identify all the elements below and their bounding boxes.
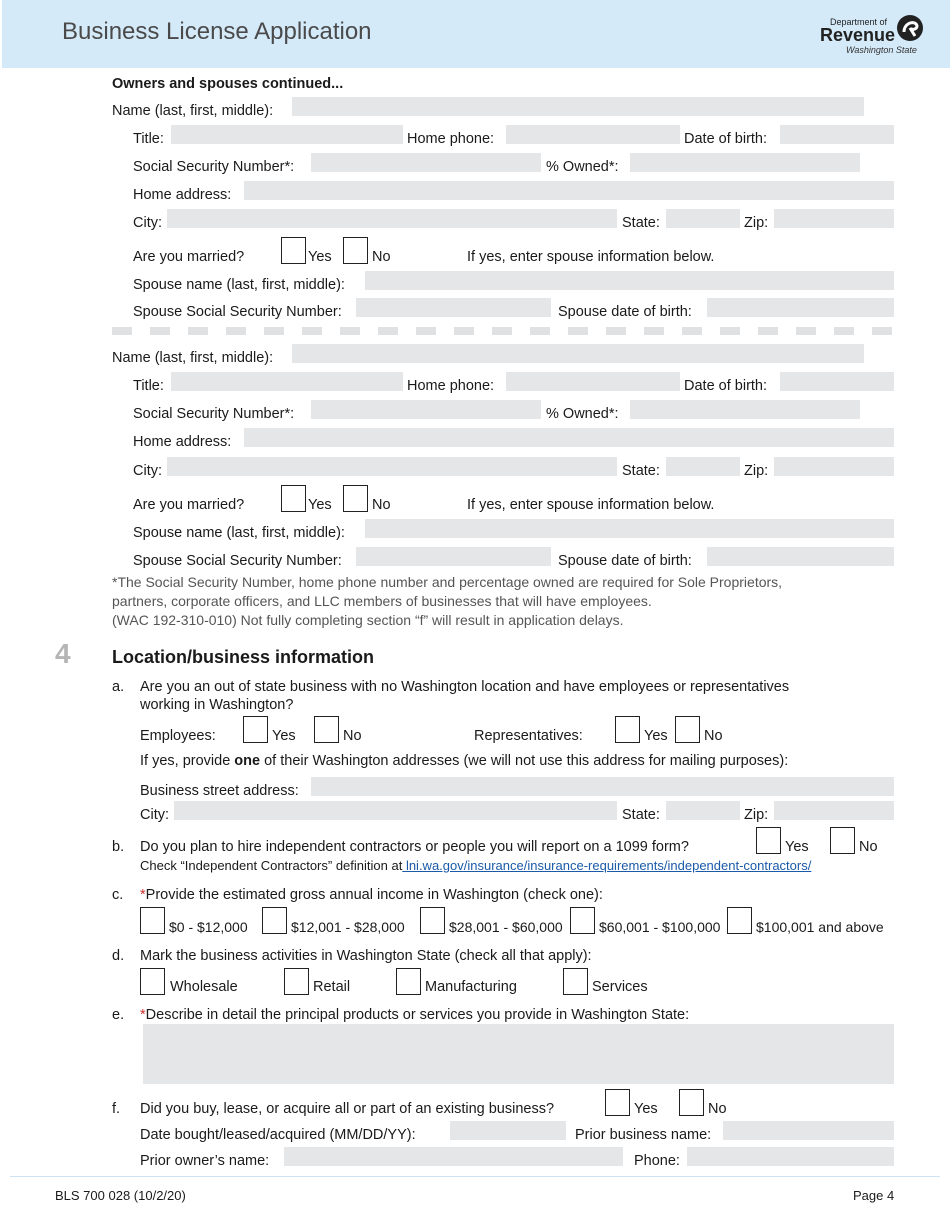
page-title: Business License Application: [62, 18, 372, 45]
owner2-title-label: Title:: [133, 378, 164, 394]
owner1-spouse-dob-field[interactable]: [707, 298, 894, 317]
owner2-spouse-dob-label: Spouse date of birth:: [558, 553, 692, 569]
item-b-question: Do you plan to hire independent contractors or people you will report on a 1099 form?: [140, 839, 689, 855]
owner2-zip-label: Zip:: [744, 463, 769, 479]
footnote-line-3: (WAC 192-310-010) Not fully completing section “f” will result in application delays.: [112, 612, 624, 628]
business-city-label: City:: [140, 807, 169, 823]
contractors-yes-label: Yes: [785, 839, 809, 855]
prior-phone-label: Phone:: [634, 1153, 680, 1169]
owner1-married-label: Are you married?: [133, 249, 245, 265]
business-state-field[interactable]: [666, 801, 740, 820]
owner2-phone-label: Home phone:: [407, 378, 495, 394]
contractors-no-label: No: [859, 839, 878, 855]
owner2-name-field[interactable]: [292, 344, 864, 363]
owner2-address-label: Home address:: [133, 434, 232, 450]
owner1-state-field[interactable]: [666, 209, 740, 228]
owner2-spouse-name-field[interactable]: [365, 519, 894, 538]
owner2-phone-field[interactable]: [506, 372, 680, 391]
owner2-spouse-dob-field[interactable]: [707, 547, 894, 566]
business-city-field[interactable]: [174, 801, 617, 820]
acquired-yes-label: Yes: [634, 1101, 658, 1117]
employees-no-label: No: [343, 728, 362, 744]
owner2-married-no-label: No: [372, 497, 391, 513]
owner1-married-yes-checkbox[interactable]: [281, 237, 305, 264]
business-street-field[interactable]: [311, 777, 894, 796]
page-number: Page 4: [853, 1188, 895, 1203]
income-0-12000-label: $0 - $12,000: [169, 919, 248, 935]
acquired-date-field[interactable]: [450, 1121, 566, 1140]
owner2-married-no-checkbox[interactable]: [343, 485, 367, 512]
owner1-ssn-field[interactable]: [311, 153, 541, 172]
income-28001-60000-label: $28,001 - $60,000: [449, 919, 563, 935]
item-a-question-line2: working in Washington?: [140, 697, 294, 713]
owner2-married-label: Are you married?: [133, 497, 245, 513]
item-f-letter: f.: [112, 1101, 121, 1117]
income-12001-28000-label: $12,001 - $28,000: [291, 919, 405, 935]
activity-retail-label: Retail: [313, 979, 351, 995]
employees-no-checkbox[interactable]: [314, 716, 338, 743]
owner2-spouse-ssn-label: Spouse Social Security Number:: [133, 553, 342, 569]
section-title: Location/business information: [112, 647, 375, 667]
owner1-spouse-note: If yes, enter spouse information below.: [467, 249, 715, 265]
owner1-phone-label: Home phone:: [407, 131, 495, 147]
prior-business-name-field[interactable]: [723, 1121, 894, 1140]
item-e-letter: e.: [112, 1007, 125, 1023]
products-services-textarea[interactable]: [143, 1024, 894, 1084]
prior-business-name-label: Prior business name:: [575, 1127, 712, 1143]
income-12001-28000-checkbox[interactable]: [262, 907, 286, 934]
owner2-state-field[interactable]: [666, 457, 740, 476]
owner1-name-field[interactable]: [292, 97, 864, 116]
representatives-no-checkbox[interactable]: [675, 716, 699, 743]
owner1-spouse-name-label: Spouse name (last, first, middle):: [133, 277, 345, 293]
prior-phone-field[interactable]: [687, 1147, 894, 1166]
business-street-label: Business street address:: [140, 783, 299, 799]
activity-retail-checkbox[interactable]: [284, 968, 308, 995]
footer-divider: [10, 1176, 940, 1177]
owner1-spouse-ssn-label: Spouse Social Security Number:: [133, 304, 342, 320]
employees-yes-checkbox[interactable]: [243, 716, 267, 743]
prior-owner-field[interactable]: [284, 1147, 623, 1166]
acquired-no-label: No: [708, 1101, 727, 1117]
income-60001-100000-label: $60,001 - $100,000: [599, 919, 721, 935]
section-number: 4: [55, 638, 71, 669]
item-d-question: Mark the business activities in Washington State (check all that apply):: [140, 948, 592, 964]
activity-services-checkbox[interactable]: [563, 968, 587, 995]
item-d-letter: d.: [112, 948, 125, 964]
business-zip-label: Zip:: [744, 807, 769, 823]
activity-manufacturing-checkbox[interactable]: [396, 968, 420, 995]
business-zip-field[interactable]: [774, 801, 894, 820]
footnote-line-2: partners, corporate officers, and LLC members of businesses that will have employees.: [112, 593, 652, 609]
owner1-zip-field[interactable]: [774, 209, 894, 228]
owner1-address-field[interactable]: [244, 181, 894, 200]
item-e-question: *Describe in detail the principal products or services you provide in Washington State:: [140, 1007, 690, 1023]
owner2-spouse-ssn-field[interactable]: [356, 547, 551, 566]
owner2-dob-label: Date of birth:: [684, 378, 768, 394]
owner1-married-no-label: No: [372, 249, 391, 265]
owner1-spouse-dob-label: Spouse date of birth:: [558, 304, 692, 320]
owner1-married-no-checkbox[interactable]: [343, 237, 367, 264]
acquired-no-checkbox[interactable]: [679, 1089, 703, 1116]
owner2-dob-field[interactable]: [780, 372, 894, 391]
owner2-name-label: Name (last, first, middle):: [112, 350, 274, 366]
contractors-yes-checkbox[interactable]: [756, 827, 780, 854]
footnote-line-1: *The Social Security Number, home phone number and percentage owned are required for Sole Proprietors,: [112, 574, 783, 590]
owner1-title-label: Title:: [133, 131, 164, 147]
owner1-name-label: Name (last, first, middle):: [112, 103, 274, 119]
owner1-dob-field[interactable]: [780, 125, 894, 144]
owner1-city-field[interactable]: [167, 209, 617, 228]
activity-wholesale-checkbox[interactable]: [140, 968, 164, 995]
income-28001-60000-checkbox[interactable]: [420, 907, 444, 934]
form-id: BLS 700 028 (10/2/20): [55, 1188, 186, 1203]
item-c-letter: c.: [112, 887, 124, 903]
representatives-yes-checkbox[interactable]: [615, 716, 639, 743]
owner2-spouse-name-label: Spouse name (last, first, middle):: [133, 525, 345, 541]
owner2-title-field[interactable]: [171, 372, 403, 391]
income-100001-above-checkbox[interactable]: [727, 907, 751, 934]
business-state-label: State:: [622, 807, 660, 823]
employees-label: Employees:: [140, 728, 216, 744]
owners-heading: Owners and spouses continued...: [112, 76, 344, 92]
owner2-address-field[interactable]: [244, 428, 894, 447]
owner1-dob-label: Date of birth:: [684, 131, 768, 147]
income-0-12000-checkbox[interactable]: [140, 907, 164, 934]
owner2-married-yes-label: Yes: [308, 497, 332, 513]
owner2-owned-label: % Owned*:: [546, 406, 619, 422]
owner2-spouse-note: If yes, enter spouse information below.: [467, 497, 715, 513]
owner1-address-label: Home address:: [133, 187, 232, 203]
prior-owner-label: Prior owner’s name:: [140, 1153, 270, 1169]
owner1-city-label: City:: [133, 215, 162, 231]
dor-logo-icon: [896, 14, 924, 42]
owner1-spouse-ssn-field[interactable]: [356, 298, 551, 317]
dor-logo: Department of Revenue Washington State: [820, 14, 925, 58]
owner2-zip-field[interactable]: [774, 457, 894, 476]
contractors-no-checkbox[interactable]: [830, 827, 854, 854]
owner2-ssn-field[interactable]: [311, 400, 541, 419]
owner1-state-label: State:: [622, 215, 660, 231]
owner2-city-field[interactable]: [167, 457, 617, 476]
owner2-ssn-label: Social Security Number*:: [133, 406, 295, 422]
representatives-no-label: No: [704, 728, 723, 744]
item-f-question: Did you buy, lease, or acquire all or part of an existing business?: [140, 1101, 555, 1117]
acquired-yes-checkbox[interactable]: [605, 1089, 629, 1116]
owner2-city-label: City:: [133, 463, 162, 479]
representatives-label: Representatives:: [474, 728, 583, 744]
contractors-definition: Check “Independent Contractors” definition at lni.wa.gov/insurance/insurance-requirements/independent-contractors/: [140, 858, 812, 873]
lni-link[interactable]: lni.wa.gov/insurance/insurance-requirements/independent-contractors/: [402, 858, 812, 873]
activity-manufacturing-label: Manufacturing: [425, 979, 517, 995]
item-b-letter: b.: [112, 839, 125, 855]
provide-address-note: If yes, provide one of their Washington addresses (we will not use this address for mailing purposes):: [140, 753, 789, 769]
activity-wholesale-label: Wholesale: [170, 979, 238, 995]
activity-services-label: Services: [592, 979, 648, 995]
owner1-spouse-name-field[interactable]: [365, 271, 894, 290]
owner1-title-field[interactable]: [171, 125, 403, 144]
employees-yes-label: Yes: [272, 728, 296, 744]
item-a-question-line1: Are you an out of state business with no Washington location and have employees or representatives: [140, 679, 790, 695]
item-c-question: *Provide the estimated gross annual income in Washington (check one):: [140, 887, 603, 903]
owner1-married-yes-label: Yes: [308, 249, 332, 265]
item-a-letter: a.: [112, 679, 125, 695]
income-60001-100000-checkbox[interactable]: [570, 907, 594, 934]
acquired-date-label: Date bought/leased/acquired (MM/DD/YY):: [140, 1127, 416, 1143]
owner1-ssn-label: Social Security Number*:: [133, 159, 295, 175]
income-100001-above-label: $100,001 and above: [756, 919, 884, 935]
owner1-owned-field[interactable]: [630, 153, 860, 172]
representatives-yes-label: Yes: [644, 728, 668, 744]
owner1-zip-label: Zip:: [744, 215, 769, 231]
owner1-owned-label: % Owned*:: [546, 159, 619, 175]
owner2-married-yes-checkbox[interactable]: [281, 485, 305, 512]
owner2-owned-field[interactable]: [630, 400, 860, 419]
owner1-phone-field[interactable]: [506, 125, 680, 144]
owner2-state-label: State:: [622, 463, 660, 479]
